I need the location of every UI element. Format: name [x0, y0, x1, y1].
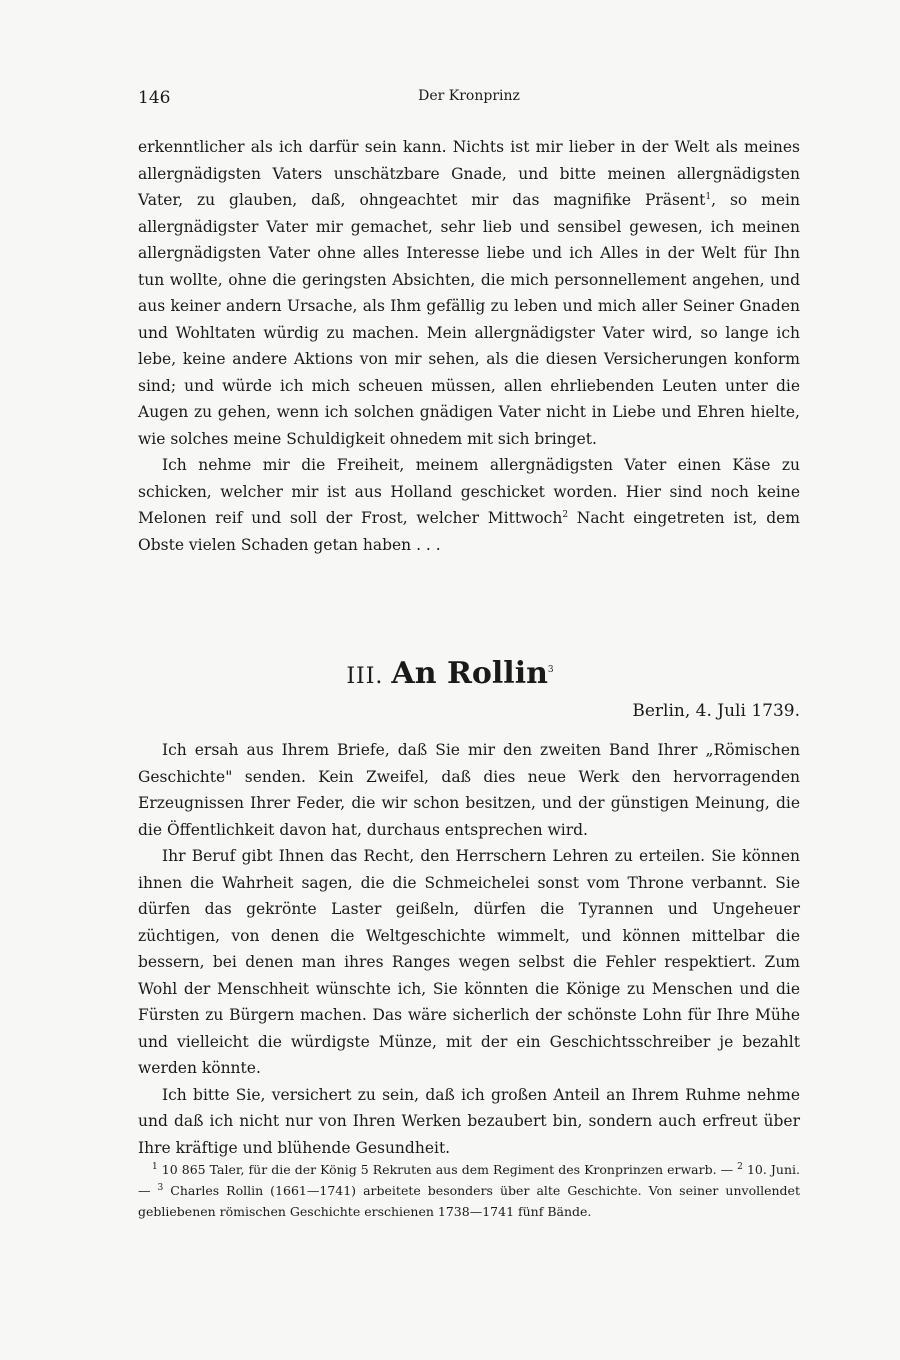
running-head: Der Kronprinz [418, 88, 520, 104]
letter-end-text [138, 134, 800, 558]
footnote-text: Charles Rollin (1661—1741) arbeitete besonders über alte Geschichte. Von seiner unvollendet gebliebenen römischen Geschichte erschienen 1738—1741 fünf Bände. [138, 1183, 800, 1219]
footnotes [138, 1159, 800, 1222]
text-segment: Ihr Beruf gibt Ihnen das Recht, den Herrschern Lehren zu erteilen. Sie können ihnen die Wahrheit sagen, die die Schmeichelei sonst vom Throne verbannt. Sie dürfen das gekrönte Laster geißeln, dürfen die Tyrannen und Ungeheuer züchtigen, von denen die Weltgeschichte wimmelt, und können mittelbar die bessern, bei denen man ihres Ranges wegen selbst die Fehler respektiert. Zum Wohl der Menschheit wünschte ich, Sie könnten die Könige zu Menschen und die Fürsten zu Bürgern machen. Das wäre sicherlich der schönste Lohn für Ihre Mühe und vielleicht die würdigste Münze, mit der ein Geschichtsschreiber je bezahlt werden könnte. [138, 847, 800, 1077]
letter-text [138, 737, 800, 1161]
section-heading [0, 656, 900, 691]
page-header [138, 88, 800, 112]
paragraph [138, 843, 800, 1082]
paragraph [138, 1082, 800, 1162]
footnote-text: 10. Juni. — [138, 1162, 800, 1198]
footnote-ref: 2 [562, 509, 569, 520]
text-segment: , so mein allergnädigster Vater mir gemachet, sehr lieb und sensibel gewesen, ich meinen allergnädigsten Vater ohne alles Interesse liebe und ich Alles in der Welt für Ihn tun wollte, ohne die geringsten Absichten, die mich personnellement angehen, und aus keiner andern Ursache, als Ihm gefällig zu leben und mich aller Seiner Gnaden und Wohltaten würdig zu machen. Mein allergnädigster Vater wird, so lange ich lebe, keine andere Aktions von mir sehen, als die diesen Versicherungen konform sind; und würde ich mich scheuen müssen, allen ehrliebenden Leuten unter die Augen zu gehen, wenn ich solchen gnädigen Vater nicht in Liebe und Ehren hielte, wie solches meine Schuldigkeit ohnedem mit sich bringet. [138, 191, 800, 448]
text-segment: Ich ersah aus Ihrem Briefe, daß Sie mir den zweiten Band Ihrer „Römischen Geschichte" senden. Kein Zweifel, daß dies neue Werk den hervorragenden Erzeugnissen Ihrer Feder, die wir schon besitzen, und der günstigen Meinung, die die Öffentlichkeit davon hat, durchaus entsprechen wird. [138, 741, 800, 839]
footnote-marker: 1 [152, 1161, 158, 1172]
text-segment: Nacht eingetreten ist, dem Obste vielen Schaden getan haben . . . [138, 509, 800, 554]
paragraph [138, 737, 800, 843]
section-number: III. [346, 664, 384, 689]
text-segment: Ich bitte Sie, versichert zu sein, daß ich großen Anteil an Ihrem Ruhme nehme und daß ich nicht nur von Ihren Werken bezaubert bin, sondern auch erfreut über Ihre kräftige und blühende Gesundheit. [138, 1085, 800, 1157]
section-title: An Rollin [391, 656, 548, 691]
dateline: Berlin, 4. Juli 1739. [632, 701, 800, 721]
text-segment: erkenntlicher als ich darfür sein kann. Nichts ist mir lieber in der Welt als meines allergnädigsten Vaters unschätzbare Gnade, und bitte meinen allergnädigsten Vater, zu glauben, daß, ohngeachtet mir das magnifike Präsent [138, 138, 800, 209]
footnote-paragraph [138, 1159, 800, 1222]
footnote-ref: 1 [705, 191, 712, 202]
page-number: 146 [138, 88, 171, 108]
footnote-marker: 2 [737, 1161, 743, 1172]
paragraph [138, 134, 800, 452]
footnote-marker: 3 [157, 1182, 164, 1193]
footnote-ref: 3 [547, 665, 554, 675]
footnote-text: 10 865 Taler, für die der König 5 Rekruten aus dem Regiment des Kronprinzen erwarb. — [157, 1162, 738, 1177]
text-segment: Ich nehme mir die Freiheit, meinem allergnädigsten Vater einen Käse zu schicken, welcher mir ist aus Holland geschicket worden. Hier sind noch keine Melonen reif und soll der Frost, welcher Mittwoch [138, 456, 800, 527]
paragraph [138, 452, 800, 558]
